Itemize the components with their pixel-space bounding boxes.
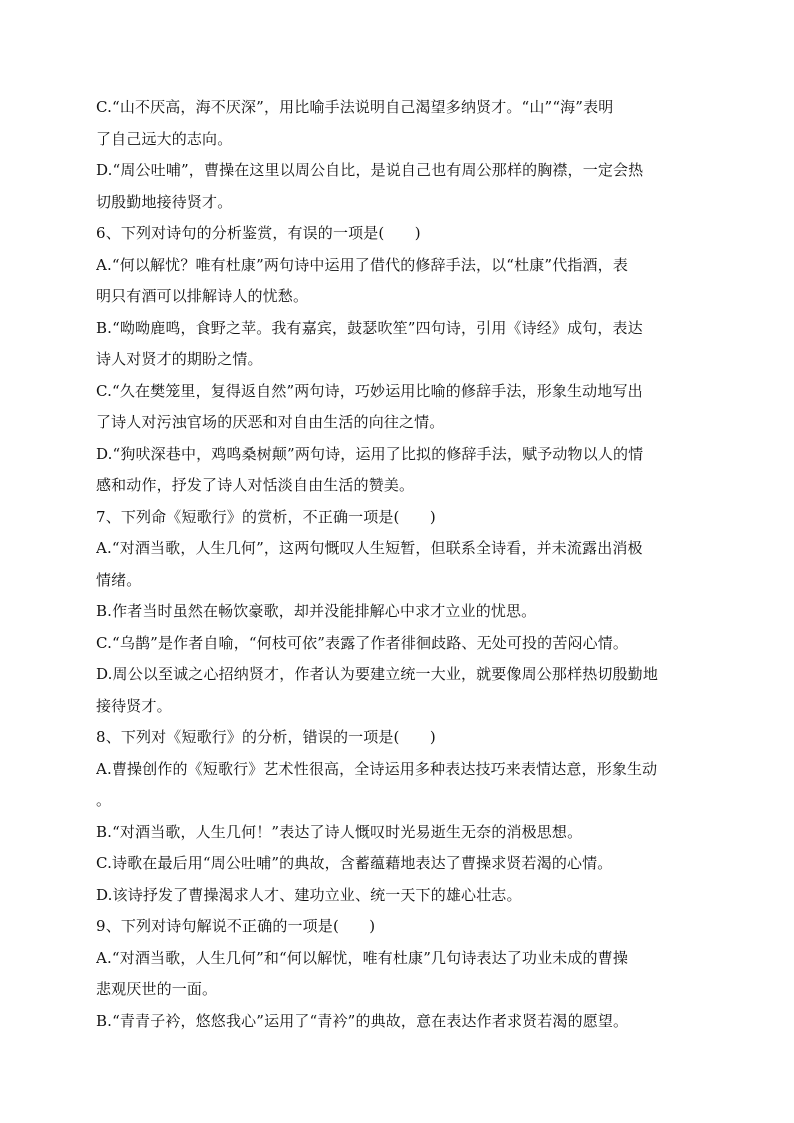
text-line: A.“对酒当歌，人生几何”，这两句慨叹人生短暂，但联系全诗看，并未流露出消极 (96, 539, 643, 557)
text-line: 明只有酒可以排解诗人的忧愁。 (96, 287, 309, 305)
text-line: A.“对酒当歌，人生几何”和“何以解忧，唯有杜康”几句诗表达了功业未成的曹操 (96, 948, 628, 967)
question-7-title: 7、下列命《短歌行》的赏析，不正确一项是( ) (96, 507, 436, 526)
question-6-title: 6、下列对诗句的分析鉴赏，有误的一项是( ) (96, 224, 421, 242)
text-line: B.“青青子衿，悠悠我心”运用了“青衿”的典故，意在表达作者求贤若渴的愿望。 (96, 1011, 629, 1030)
text-line: D.“周公吐哺”，曹操在这里以周公自比，是说自己也有周公那样的胸襟，一定会热 (96, 161, 644, 179)
text-line: B.“呦呦鹿鸣，食野之苹。我有嘉宾，鼓瑟吹笙”四句诗，引用《诗经》成句，表达 (96, 318, 643, 337)
text-line: 悲观厌世的一面。 (96, 980, 218, 998)
text-line: A.曹操创作的《短歌行》艺术性很高，全诗运用多种表达技巧来表情达意，形象生动 (96, 759, 658, 778)
text-line: B.“对酒当歌，人生几何！”表达了诗人慨叹时光易逝生无奈的消极思想。 (96, 822, 583, 841)
text-line: A.“何以解忧？唯有杜康”两句诗中运用了借代的修辞手法，以“杜康”代指酒，表 (96, 255, 628, 274)
text-line: C.诗歌在最后用“周公吐哺”的典故，含蓄蕴藉地表达了曹操求贤若渴的心情。 (96, 854, 613, 872)
text-line: D.该诗抒发了曹操渴求人才、建功立业、统一天下的雄心壮志。 (96, 885, 522, 904)
text-line: 切殷勤地接待贤才。 (96, 192, 233, 211)
text-line: 。 (96, 791, 112, 809)
text-line: D.“狗吠深巷中，鸡鸣桑树颠”两句诗，运用了比拟的修辞手法，赋予动物以人的情 (96, 444, 644, 463)
text-line: C.“乌鹊”是作者自喻，“何枝可依”表露了作者徘徊歧路、无处可投的苦闷心情。 (96, 633, 629, 652)
text-line: C.“山不厌高，海不厌深”，用比喻手法说明自己渴望多纳贤才。“山”“海”表明 (96, 98, 614, 116)
text-line: 感和动作，抒发了诗人对恬淡自由生活的赞美。 (96, 476, 415, 494)
text-line: C.“久在樊笼里，复得返自然”两句诗，巧妙运用比喻的修辞手法，形象生动地写出 (96, 381, 643, 400)
question-9-title: 9、下列对诗句解说不正确的一项是( ) (96, 917, 376, 935)
text-line: 接待贤才。 (96, 696, 172, 715)
text-line: 情绪。 (96, 570, 142, 589)
text-line: D.周公以至诚之心招纳贤才，作者认为要建立统一大业，就要像周公那样热切殷勤地 (96, 665, 658, 683)
document-body (96, 92, 696, 1037)
text-line: 了诗人对污浊官场的厌恶和对自由生活的向往之情。 (96, 413, 445, 431)
text-line: 诗人对贤才的期盼之情。 (96, 350, 263, 368)
question-8-title: 8、下列对《短歌行》的分析，错误的一项是( ) (96, 728, 436, 746)
text-line: 了自己远大的志向。 (96, 129, 233, 148)
text-line: B.作者当时虽然在畅饮豪歌，却并没能排解心中求才立业的忧思。 (96, 602, 537, 620)
